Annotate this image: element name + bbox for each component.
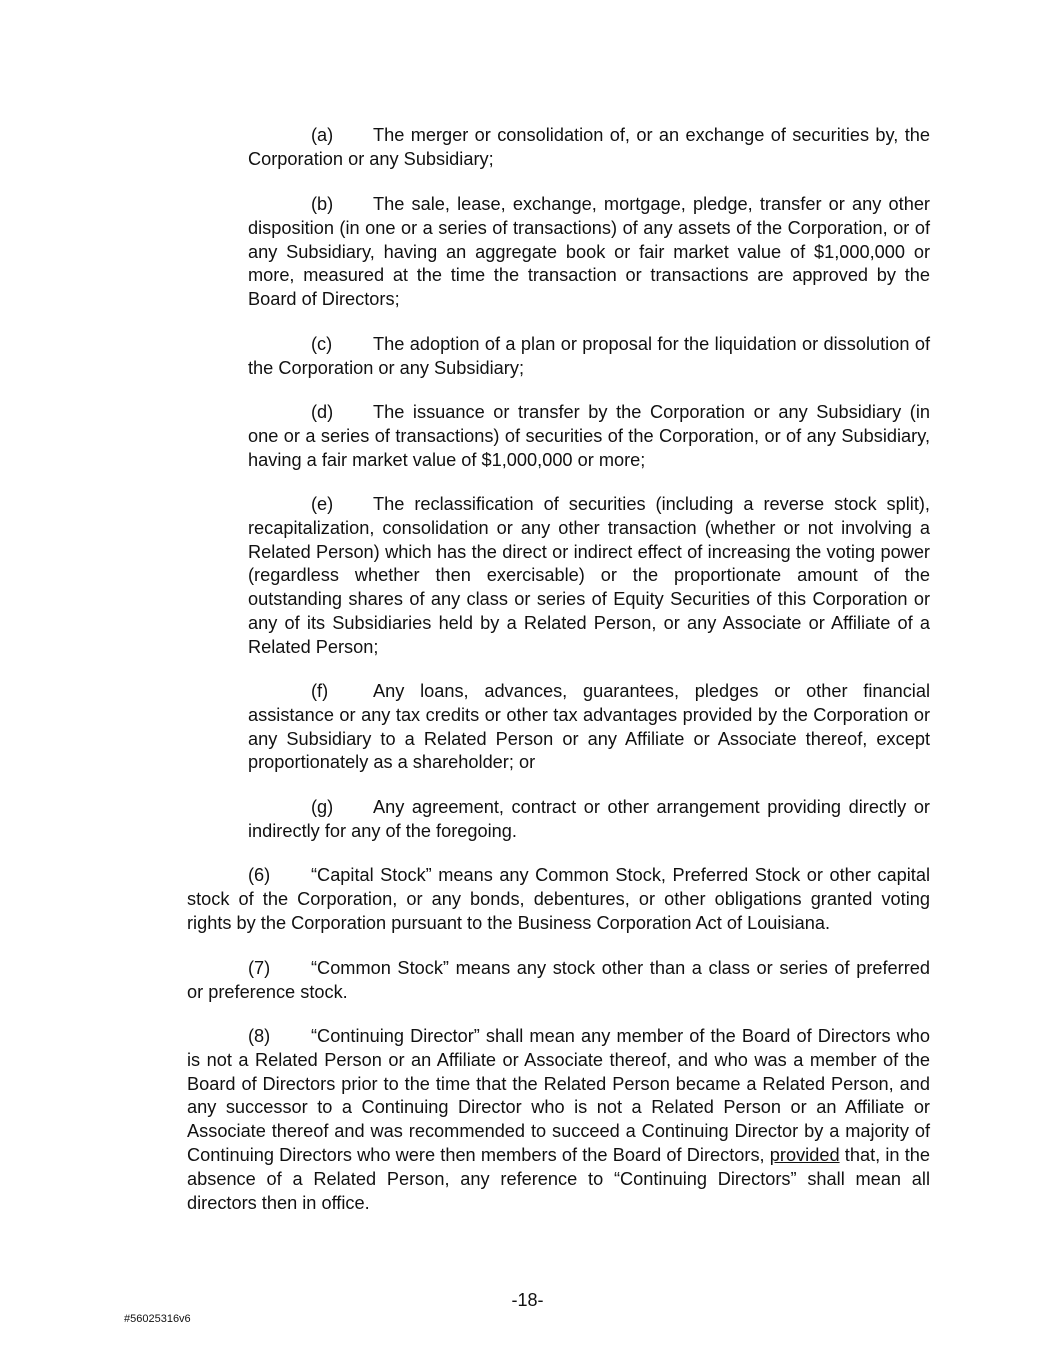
provided-underlined-term: provided xyxy=(769,1144,840,1165)
definition-8-label: (8) xyxy=(248,1026,271,1046)
document-id: #56025316v6 xyxy=(124,1313,191,1325)
definition-7-label: (7) xyxy=(248,958,271,978)
definition-8-text-before: “Continuing Director” shall mean any member of the Board of Directors who is not a Related Person or an Affiliate or Associate thereof, and who was a member of the Board of Directors prior to the time that the Related Person became a Related Person, and any successor to a Continuing Director who is not a Related Person or an Affiliate or Associate thereof and was recommended to succeed a Continuing Director by a majority of Continuing Directors who were then members of the Board of Directors, xyxy=(187,1026,930,1165)
clause-b-label: (b) xyxy=(311,194,334,214)
clause-g xyxy=(248,796,930,844)
clause-g-text: Any agreement, contract or other arrangement providing directly or indirectly for any of the foregoing. xyxy=(248,797,930,841)
clause-b xyxy=(248,193,930,312)
definition-8-text-after: that, in the absence of a Related Person, any reference to “Continuing Directors” shall mean all directors then in office. xyxy=(187,1144,930,1213)
clause-a-label: (a) xyxy=(311,125,334,145)
clause-e-label: (e) xyxy=(311,494,334,514)
clause-d-label: (d) xyxy=(311,402,334,422)
definition-8 xyxy=(187,1025,930,1215)
clause-d xyxy=(248,401,930,472)
page-number: -18- xyxy=(511,1290,544,1310)
clause-f-text: Any loans, advances, guarantees, pledges or other financial assistance or any tax credits or other tax advantages provided by the Corporation or any Subsidiary to a Related Person or any Affiliate or Associate thereof, except proportionately as a shareholder; or xyxy=(248,681,930,773)
clause-g-label: (g) xyxy=(311,797,334,817)
definition-6 xyxy=(187,864,930,935)
clause-c-text: The adoption of a plan or proposal for the liquidation or dissolution of the Corporation or any Subsidiary; xyxy=(248,334,930,378)
clause-e xyxy=(248,493,930,660)
definition-7 xyxy=(187,957,930,1005)
clause-a xyxy=(248,124,930,172)
clause-f xyxy=(248,680,930,775)
clause-a-text: The merger or consolidation of, or an exchange of securities by, the Corporation or any Subsidiary; xyxy=(248,125,930,169)
clause-d-text: The issuance or transfer by the Corporation or any Subsidiary (in one or a series of transactions) of securities of the Corporation, or of any Subsidiary, having a fair market value of $1,000,000 or more; xyxy=(248,402,930,470)
definition-6-text: “Capital Stock” means any Common Stock, Preferred Stock or other capital stock of the Corporation, or any bonds, debentures, or other obligations granted voting rights by the Corporation pursuant to the Business Corporation Act of Louisiana. xyxy=(187,865,930,933)
clause-b-text: The sale, lease, exchange, mortgage, pledge, transfer or any other disposition (in one or a series of transactions) of any assets of the Corporation, or of any Subsidiary, having an aggregate book or fair market value of $1,000,000 or more, measured at the time the transaction or transactions are approved by the Board of Directors; xyxy=(248,194,930,310)
clause-c-label: (c) xyxy=(311,334,333,354)
definition-7-text: “Common Stock” means any stock other than a class or series of preferred or preference stock. xyxy=(187,958,930,1002)
definition-6-label: (6) xyxy=(248,865,271,885)
clause-f-label: (f) xyxy=(311,681,329,701)
clause-e-text: The reclassification of securities (including a reverse stock split), recapitalization, consolidation or any other transaction (whether or not involving a Related Person) which has the direct or indirect effect of increasing the voting power (regardless whether then exercisable) or the proportionate amount of the outstanding shares of any class or series of Equity Securities of this Corporation or any of its Subsidiaries held by a Related Person, or any Associate or Affiliate of a Related Person; xyxy=(248,494,930,657)
clause-c xyxy=(248,333,930,381)
